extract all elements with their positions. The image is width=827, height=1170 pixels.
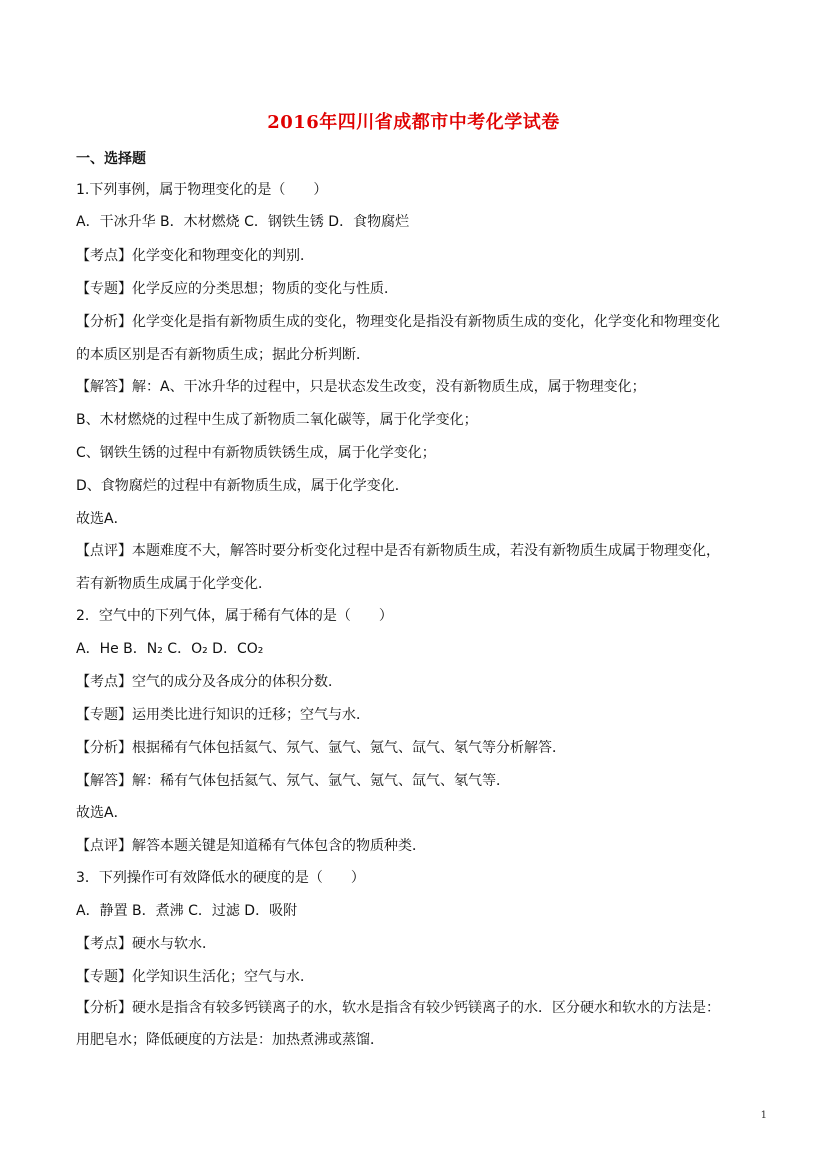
question-1-options: A．干冰升华 B．木材燃烧 C．钢铁生锈 D．食物腐烂: [76, 214, 410, 230]
section-heading: 一、选择题: [76, 151, 146, 167]
page-title: 2016年四川省成都市中考化学试卷: [267, 112, 560, 133]
q1-kaodian: 【考点】化学变化和物理变化的判别．: [76, 248, 314, 264]
q1-dianping-1: 【点评】本题难度不大，解答时要分析变化过程中是否有新物质生成，若没有新物质生成属于物理变化，: [76, 543, 720, 559]
q2-jieda: 【解答】解：稀有气体包括氦气、氖气、氩气、氪气、氙气、氡气等．: [76, 773, 510, 789]
q1-jieda-d: D、食物腐烂的过程中有新物质生成，属于化学变化．: [76, 478, 409, 494]
q1-dianping-2: 若有新物质生成属于化学变化．: [76, 576, 272, 592]
q1-zhuanti: 【专题】化学反应的分类思想；物质的变化与性质．: [76, 281, 398, 297]
q1-jieda-b: B、木材燃烧的过程中生成了新物质二氧化碳等，属于化学变化；: [76, 412, 478, 428]
question-3: 3．下列操作可有效降低水的硬度的是（ ）: [76, 870, 365, 886]
q3-fenxi-1: 【分析】硬水是指含有较多钙镁离子的水，软水是指含有较少钙镁离子的水．区分硬水和软水的方法是：: [76, 1000, 720, 1016]
question-2-options: A．He B．N₂ C．O₂ D．CO₂: [76, 641, 264, 657]
q1-jieda-c: C、钢铁生锈的过程中有新物质铁锈生成，属于化学变化；: [76, 445, 436, 461]
q3-fenxi-2: 用肥皂水；降低硬度的方法是：加热煮沸或蒸馏．: [76, 1032, 384, 1048]
q1-fenxi-1: 【分析】化学变化是指有新物质生成的变化，物理变化是指没有新物质生成的变化，化学变化和物理变化: [76, 314, 720, 330]
q2-kaodian: 【考点】空气的成分及各成分的体积分数．: [76, 674, 342, 690]
question-2: 2．空气中的下列气体，属于稀有气体的是（ ）: [76, 608, 393, 624]
q2-fenxi: 【分析】根据稀有气体包括氦气、氖气、氩气、氪气、氙气、氡气等分析解答．: [76, 740, 566, 756]
page-number: 1: [760, 1110, 767, 1121]
q2-answer: 故选A．: [76, 805, 128, 821]
q1-jieda: 【解答】解：A、干冰升华的过程中，只是状态发生改变，没有新物质生成，属于物理变化；: [76, 379, 646, 395]
q2-dianping: 【点评】解答本题关键是知道稀有气体包含的物质种类．: [76, 838, 426, 854]
q3-zhuanti: 【专题】化学知识生活化；空气与水．: [76, 969, 314, 985]
question-3-options: A．静置 B．煮沸 C．过滤 D．吸附: [76, 903, 298, 919]
q1-fenxi-2: 的本质区别是否有新物质生成；据此分析判断．: [76, 347, 370, 363]
q1-answer: 故选A．: [76, 511, 128, 527]
question-1: 1.下列事例，属于物理变化的是（ ）: [76, 182, 328, 198]
q2-zhuanti: 【专题】运用类比进行知识的迁移；空气与水．: [76, 707, 370, 723]
q3-kaodian: 【考点】硬水与软水．: [76, 936, 216, 952]
